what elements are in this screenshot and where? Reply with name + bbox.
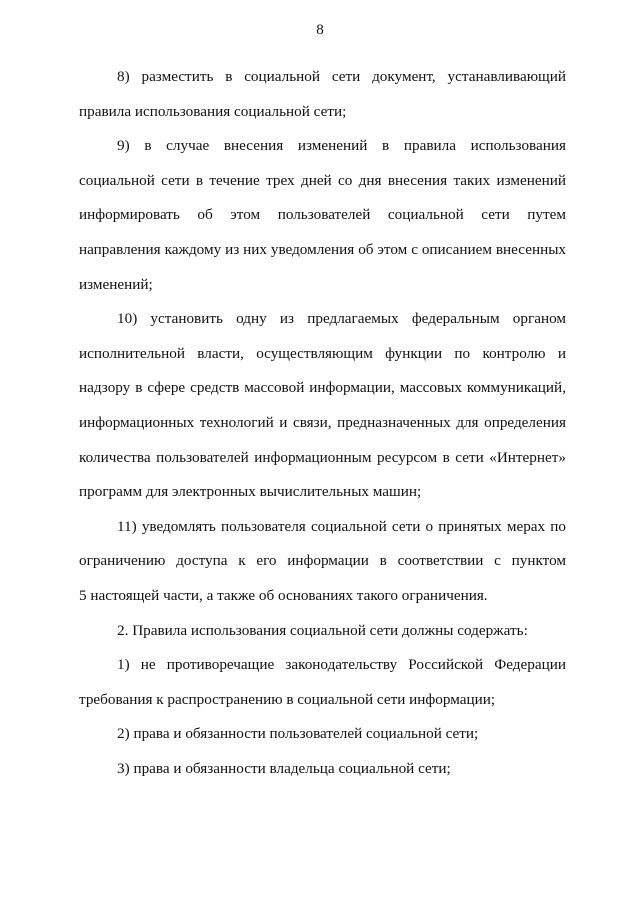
paragraph-subitem-3 [79,752,566,787]
text-line: требования к распространению в социальной сети информации; [79,690,496,708]
text-line: надзору в сфере средств массовой информации, массовых коммуникаций, [79,379,566,397]
text-line: 11) уведомлять пользователя социальной сети о принятых мерах по [117,517,566,535]
text-line: 5 настоящей части, а также об основаниях такого ограничения. [79,586,488,604]
page-number: 8 [316,22,324,38]
paragraph-item-10 [79,302,566,510]
paragraph-item-11 [79,510,566,614]
text-line: информировать об этом пользователей социальной сети путем [79,206,566,224]
text-line: ограничению доступа к его информации в соответствии с пунктом [79,552,566,570]
paragraph-item-8 [79,60,566,129]
text-line: программ для электронных вычислительных машин; [79,483,422,501]
text-line: 10) установить одну из предлагаемых федеральным органом [117,310,566,328]
text-line: исполнительной власти, осуществляющим функции по контролю и [79,344,566,362]
paragraph-subitem-1 [79,648,566,717]
text-line: информационных технологий и связи, предназначенных для определения [79,413,566,431]
text-line: 9) в случае внесения изменений в правила использования [117,137,566,155]
text-line: правила использования социальной сети; [79,102,347,120]
paragraph-subitem-2 [79,717,566,752]
document-body [79,60,566,786]
paragraph-section-2 [79,614,566,649]
text-line: социальной сети в течение трех дней со дня внесения таких изменений [79,171,566,189]
text-line: изменений; [79,275,153,293]
text-line: направления каждому из них уведомления об этом с описанием внесенных [79,240,566,258]
text-line: количества пользователей информационным ресурсом в сети «Интернет» [79,448,566,466]
text-line: 2. Правила использования социальной сети должны содержать: [117,621,528,639]
text-line: 2) права и обязанности пользователей социальной сети; [117,725,479,743]
text-line: 8) разместить в социальной сети документ, устанавливающий [117,68,566,85]
paragraph-item-9 [79,129,566,302]
text-line: 3) права и обязанности владельца социальной сети; [117,759,451,777]
text-line: 1) не противоречащие законодательству Российской Федерации [117,656,566,674]
